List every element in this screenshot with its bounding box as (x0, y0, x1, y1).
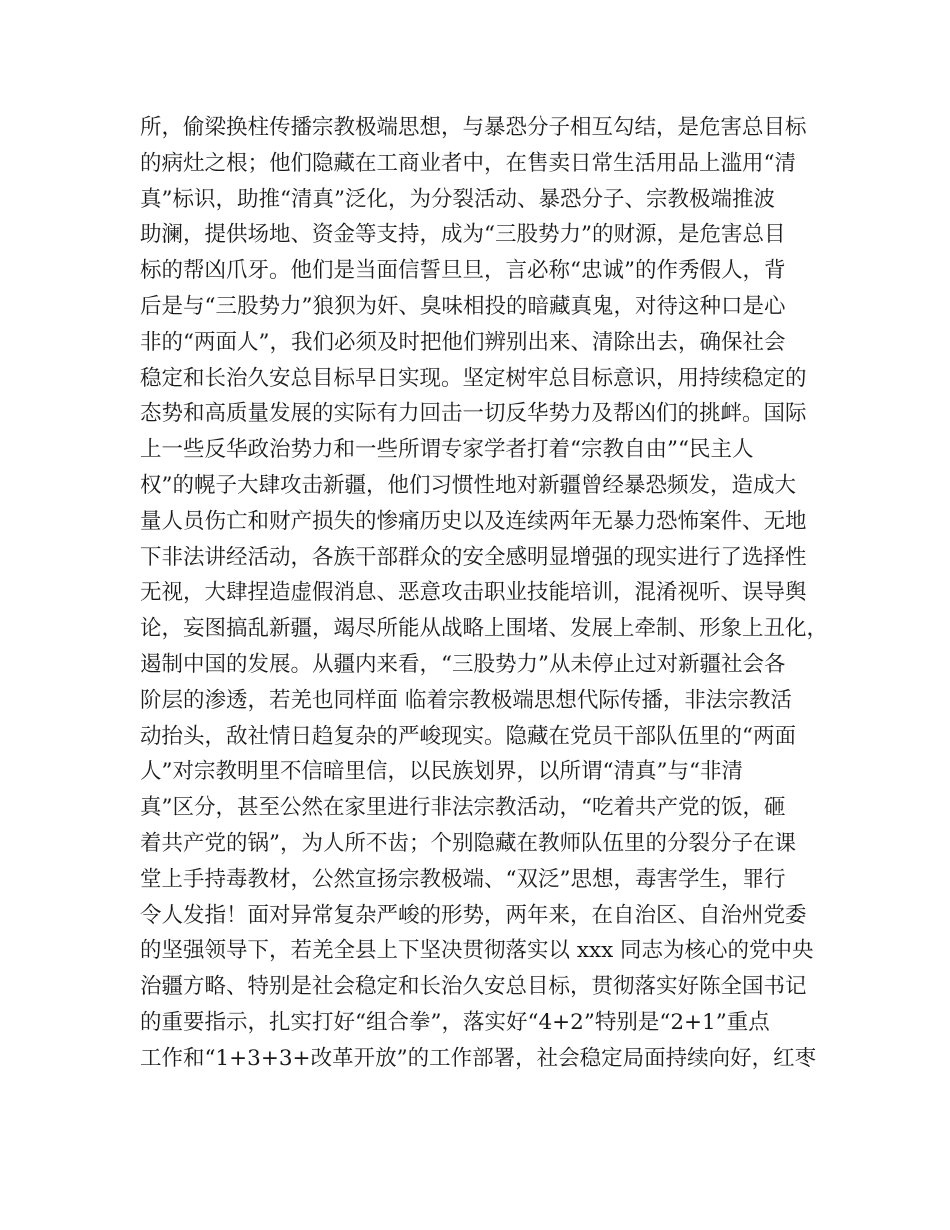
text-line: 的坚强领导下，若羌全县上下坚决贯彻落实以 xxx 同志为核心的党中央 (140, 938, 814, 964)
text-line: 阶层的渗透，若羌也同样面 临着宗教极端思想代际传播，非法宗教活 (140, 687, 792, 713)
text-line: 着共产党的锅”，为人所不齿；个别隐藏在教师队伍里的分裂分子在课 (140, 830, 796, 856)
text-line: 治疆方略、特别是社会稳定和长治久安总目标，贯彻落实好陈全国书记 (140, 974, 807, 1000)
text-line: 令人发指！面对异常复杂严峻的形势，两年来，在自治区、自治州党委 (140, 902, 807, 928)
text-line: 后是与“三股势力”狼狈为奸、臭味相投的暗藏真鬼，对待这种口是心 (140, 293, 786, 319)
text-line: 稳定和长治久安总目标早日实现。坚定树牢总目标意识，用持续稳定的 (140, 365, 807, 391)
text-line: 的重要指示，扎实打好“组合拳”，落实好“4+2”特别是“2+1”重点 (140, 1009, 770, 1035)
text-line: 权”的幌子大肆攻击新疆，他们习惯性地对新疆曾经暴恐频发，造成大 (140, 472, 796, 498)
text-line: 真”区分，甚至公然在家里进行非法宗教活动，“吃着共产党的饭，砸 (140, 795, 786, 821)
body-paragraph (140, 110, 829, 1077)
text-line: 标的帮凶爪牙。他们是当面信誓旦旦，言必称“忠诚”的作秀假人，背 (140, 258, 786, 284)
text-line: 上一些反华政治势力和一些所谓专家学者打着“宗教自由”“民主人 (140, 437, 754, 463)
text-line: 量人员伤亡和财产损失的惨痛历史以及连续两年无暴力恐怖案件、无地 (140, 508, 807, 534)
text-line: 人”对宗教明里不信暗里信，以民族划界，以所谓“清真”与“非清 (140, 759, 743, 785)
text-line: 动抬头，敌社情日趋复杂的严峻现实。隐藏在党员干部队伍里的“两面 (140, 723, 796, 749)
text-line: 助澜，提供场地、资金等支持，成为“三股势力”的财源，是危害总目 (140, 222, 786, 248)
text-line: 的病灶之根；他们隐藏在工商业者中，在售卖日常生活用品上滥用“清 (140, 150, 796, 176)
text-line: 非的“两面人”，我们必须及时把他们辨别出来、清除出去，确保社会 (140, 329, 786, 355)
text-line: 态势和高质量发展的实际有力回击一切反华势力及帮凶们的挑衅。国际 (140, 401, 807, 427)
text-line: 工作和“1+3+3+改革开放”的工作部署，社会稳定局面持续向好，红枣 (140, 1045, 817, 1071)
text-line: 所，偷梁换柱传播宗教极端思想，与暴恐分子相互勾结，是危害总目标 (140, 115, 807, 140)
text-line: 无视，大肆捏造虚假消息、恶意攻击职业技能培训，混淆视听、误导舆 (140, 580, 807, 606)
text-line: 下非法讲经活动，各族干部群众的安全感明显增强的现实进行了选择性 (140, 544, 807, 570)
text-line: 论，妄图搞乱新疆，竭尽所能从战略上围堵、发展上牵制、形象上丑化， (140, 616, 829, 642)
text-line: 真”标识，助推“清真”泛化，为分裂活动、暴恐分子、宗教极端推波 (140, 186, 775, 212)
text-line: 堂上手持毒教材，公然宣扬宗教极端、“双泛”思想，毒害学生，罪行 (140, 866, 786, 892)
text-line: 遏制中国的发展。从疆内来看，“三股势力”从未停止过对新疆社会各 (140, 651, 786, 677)
